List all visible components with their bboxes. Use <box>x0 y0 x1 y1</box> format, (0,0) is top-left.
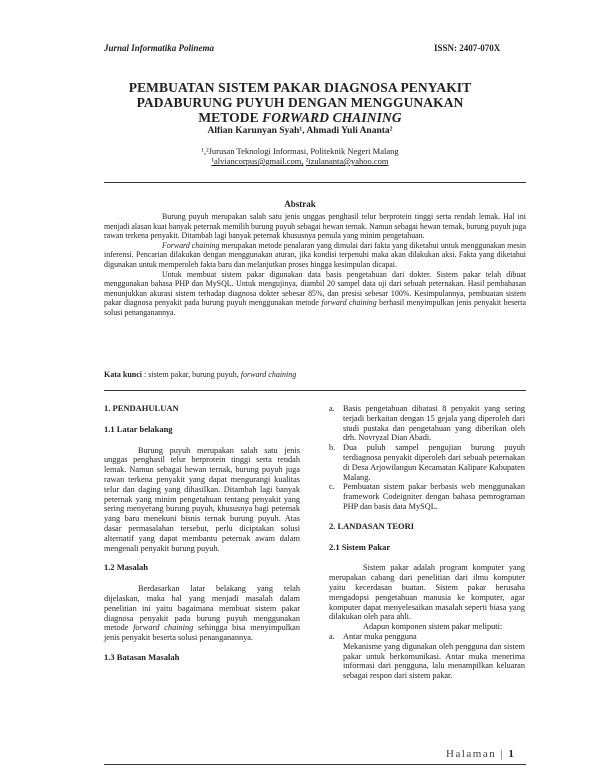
list-text: Basis pengetahuan dibatasi 8 penyakit yang sering terjadi berkaitan dengan 15 gejala yang diperoleh dari studi pustaka dan pengetahuan yang diberikan oleh drh. Novryzal Dian Abadi. <box>343 404 525 443</box>
affiliation-line: ¹,²Jurusan Teknologi Informasi, Politeknik Negeri Malang <box>201 146 399 156</box>
section-1-1-text: Burung puyuh merupakan salah satu jenis unggas penghasil telur berprotein tinggi serta rendah lemak. Namun sebagai hewan ternak, burung puyuh juga rawan terkena penyakit yang dapat mengurangi kualitas telur dan daging yang dihasilkan. Ditambah lagi banyak peternak yang minim pengetahuan tentang penyakit yang sering menyerang burung puyuh, khususnya bagi peternak yang baru menekuni bisnis ternak burung puyuh. Atas dasar permasalahan tersebut, perlu diciptakan solusi alternatif yang dapat membantu peternak awam dalam mengenali penyakit burung puyuh. <box>104 445 300 553</box>
component-description <box>329 642 525 681</box>
component-title: Antar muka pengguna <box>343 631 417 641</box>
email-1[interactable]: ¹alviancorpus@gmail.com, <box>211 156 304 166</box>
title-line-3-italic: FORWARD CHAINING <box>262 110 402 125</box>
abstract-p3-italic: forward chaining <box>321 298 377 308</box>
title-line-1: PEMBUATAN SISTEM PAKAR DIAGNOSA PENYAKIT <box>128 80 472 95</box>
section-1-2-italic: forward chaining <box>133 623 194 633</box>
list-item <box>329 443 525 482</box>
footer-label: Halaman <box>446 748 497 760</box>
emails <box>100 156 500 166</box>
affiliation <box>100 146 500 166</box>
abstract-p3 <box>104 270 526 318</box>
paper-title <box>100 80 500 125</box>
title-line-3-prefix: METODE <box>198 110 263 125</box>
left-column <box>104 404 300 674</box>
list-label: b. <box>329 443 336 453</box>
section-2-1-text: Sistem pakar adalah program komputer yang merupakan cabang dari penelitian dari ilmu komputer yaitu kecerdasan buatan. Sistem pakar berusaha mengadopsi pengetahuan manusia ke komputer, agar komputer dapat menyelesaikan masalah seperti biasa yang dilakukan oleh para ahli. <box>329 563 525 622</box>
section-1-3-heading: 1.3 Batasan Masalah <box>104 651 180 662</box>
abstract-p2-text: merupakan metode penalaran yang dimulai dari fakta yang diketahui untuk menggunakan mesin inferensi. Pencarian dilakukan dengan menggunakan aturan, jika kondisi terpenuhi maka akan dilakukan aksi. Fakta yang diketahui digunakan untuk memperoleh fakta baru dan melanjutkan proses hingga kesimpulan dicapai. <box>104 240 526 269</box>
right-column <box>329 404 525 681</box>
section-2-heading: 2. LANDASAN TEORI <box>329 520 415 531</box>
section-2-1-text-2: Adapun komponen sistem pakar meliputi: <box>363 622 503 632</box>
section-1-2-text-a: Berdasarkan latar belakang yang telah dijelaskan, maka hal yang menjadi masalah dalam penelitian ini yaitu bagaimana membuat sistem pakar diagnosa penyakit pada burung puyuh menggunakan metode <box>104 584 300 633</box>
abstract-p1: Burung puyuh merupakan salah satu jenis unggas penghasil telur berprotein tinggi serta rendah lemak. Hal ini menjadi alasan kuat banyak peternak memilih burung puyuh sebagai hewan ternak. Namun sebagai hewan ternak, burung puyuh juga rawan terkena penyakit. Ditambah lagi banyak peternak khususnya pemula yang minim pengetahuan. <box>104 212 526 241</box>
section-1-1-heading: 1.1 Latar belakang <box>104 423 173 434</box>
title-line-2: PADABURUNG PUYUH DENGAN MENGGUNAKAN <box>136 95 464 110</box>
keywords-italic: forward chaining <box>240 370 297 379</box>
abstract-body <box>104 212 526 318</box>
list-item <box>329 404 525 443</box>
abstract-p3-text-b: berhasil menyimpulkan jenis penyakit beserta solusi penanganannya. <box>104 298 526 317</box>
keywords-text: : sistem pakar, burung puyuh, <box>142 370 241 379</box>
page-footer <box>446 748 515 760</box>
list-text: Dua puluh sampel pengujian burung puyuh terdiagnosa penyakit diperoleh dari sebuah peternakan di Desa Arjowilangun Kecamatan Kalipare Kabupaten Malang. <box>343 443 525 482</box>
email-2[interactable]: ²izulananta@yahoo.com <box>305 156 389 166</box>
title-line-3 <box>100 110 500 125</box>
keywords-label: Kata kunci <box>104 370 143 379</box>
journal-name: Jurnal Informatika Polinema <box>104 43 215 53</box>
list-item <box>329 482 525 511</box>
divider-footer <box>104 764 526 765</box>
component-text: Mekanisme yang digunakan oleh pengguna dan sistem pakar untuk berkomunikasi. Antar muka menerima informasi dari pengguna, lalu menampilkan keluaran sebagai respon dari sistem pakar. <box>343 641 525 681</box>
abstract-p2 <box>104 241 526 270</box>
abstract-heading: Abstrak <box>284 199 316 209</box>
section-2-1-heading: 2.1 Sistem Pakar <box>329 541 391 552</box>
authors: Alfian Karunyan Syah¹, Ahmadi Yuli Ananta² <box>207 126 393 136</box>
abstract-p2-italic: Forward chaining <box>162 240 220 250</box>
issn: ISSN: 2407-070X <box>434 43 501 53</box>
list-text: Pembuatan sistem pakar berbasis web menggunakan framework Codeigniter dengan bahasa pemrograman PHP dan basis data MySQL. <box>343 482 525 511</box>
page-number: 1 <box>508 748 516 760</box>
section-1-2-text-b: sehingga bisa menyimpulkan jenis penyakit beserta solusi penanganannya. <box>104 623 301 643</box>
section-1-heading: 1. PENDAHULUAN <box>104 403 179 413</box>
abstract-p3-text-a: Untuk membuat sistem pakar digunakan data basis pengetahuan dari dokter. Sistem pakar telah dibuat menggunakan bahasa PHP dan MySQL. Untuk mengujinya, diambil 20 sampel data uji dari sebuah peternakan. Hasil pembahasan menunjukkan akurasi sistem terhadap diagnosa dokter sebesar 85%, dan presisi sebesar 100%. Kesimpulannya, pembuatan sistem pakar diagnosa penyakit pada burung puyuh menggunakan metode <box>104 269 526 308</box>
footer-separator: | <box>496 748 509 760</box>
divider-top <box>104 182 526 183</box>
component-item <box>329 632 525 642</box>
list-label: a. <box>329 631 335 641</box>
section-1-2-heading: 1.2 Masalah <box>104 562 148 573</box>
list-label: a. <box>329 404 335 413</box>
keywords <box>104 370 526 379</box>
divider-mid <box>104 390 526 391</box>
list-label: c. <box>329 482 335 492</box>
section-1-2-text <box>104 584 300 643</box>
